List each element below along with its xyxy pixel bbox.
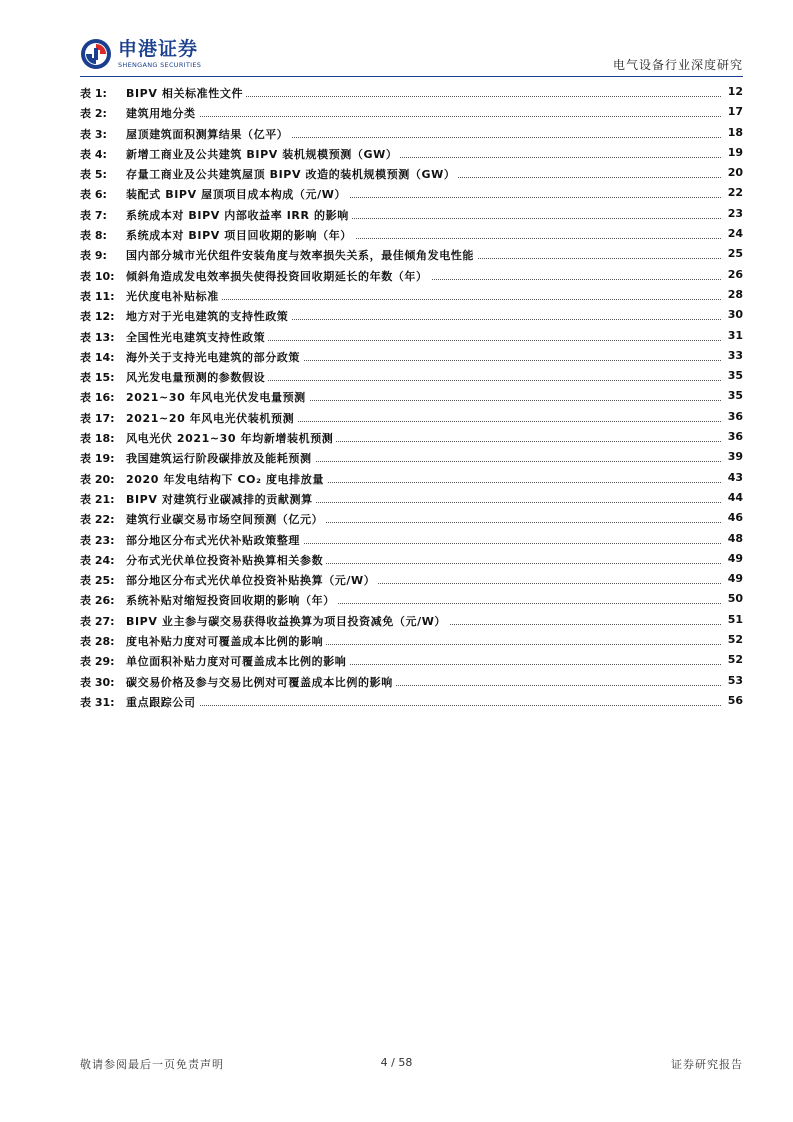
toc-entry-page[interactable]: 24 [727, 227, 743, 241]
toc-entry[interactable] [80, 82, 743, 102]
toc-entry[interactable] [80, 671, 743, 691]
toc-entry[interactable] [80, 163, 743, 183]
toc-entry-page[interactable]: 51 [727, 612, 743, 626]
toc-entry[interactable] [80, 102, 743, 122]
toc-entry[interactable] [80, 326, 743, 346]
toc-entry[interactable] [80, 407, 743, 427]
toc-entry[interactable] [80, 204, 743, 224]
toc-entry[interactable] [80, 569, 743, 589]
toc-entry-page[interactable]: 43 [727, 470, 743, 484]
toc-entry-page[interactable]: 49 [727, 572, 743, 586]
toc-entry[interactable] [80, 589, 743, 609]
toc-entry[interactable] [80, 183, 743, 203]
toc-entry-number: 表 10: [80, 269, 115, 283]
toc-entry-number: 表 21: [80, 492, 115, 506]
toc-entry-number: 表 19: [80, 452, 115, 466]
footer-disclaimer: 敬请参阅最后一页免责声明 [80, 1058, 224, 1071]
toc-entry-page[interactable]: 20 [727, 166, 743, 180]
toc-entry-number: 表 16: [80, 391, 115, 405]
toc-entry-title[interactable]: 建筑行业碳交易市场空间预测（亿元） [126, 511, 326, 527]
toc-entry[interactable] [80, 305, 743, 325]
toc-entry-page[interactable]: 46 [727, 511, 743, 525]
toc-entry-title[interactable]: 2020 年发电结构下 CO₂ 度电排放量 [126, 471, 327, 487]
toc-entry-title[interactable]: BIPV 业主参与碳交易获得收益换算为项目投资减免（元/W） [126, 613, 449, 629]
toc-dot-leader [126, 705, 721, 706]
toc-entry-page[interactable]: 31 [727, 328, 743, 342]
toc-entry[interactable] [80, 224, 743, 244]
toc-entry-number: 表 28: [80, 635, 115, 649]
toc-entry-title[interactable]: 度电补贴力度对可覆盖成本比例的影响 [126, 633, 326, 649]
toc-entry-page[interactable]: 36 [727, 409, 743, 423]
toc-dot-leader [126, 116, 721, 117]
toc-entry[interactable] [80, 346, 743, 366]
company-name-cn: 申港证券 [118, 37, 199, 60]
toc-entry-page[interactable]: 30 [727, 308, 743, 322]
toc-entry[interactable] [80, 244, 743, 264]
toc-entry-page[interactable]: 50 [727, 592, 743, 606]
page-number: 4 / 58 [380, 1056, 413, 1069]
toc-entry[interactable] [80, 265, 743, 285]
toc-entry-title[interactable]: 风光发电量预测的参数假设 [126, 369, 268, 385]
toc-entry-title[interactable]: BIPV 相关标准性文件 [126, 85, 246, 101]
toc-entry-title[interactable]: 部分地区分布式光伏单位投资补贴换算（元/W） [126, 572, 378, 588]
toc-entry[interactable] [80, 610, 743, 630]
toc-entry-title[interactable]: 重点跟踪公司 [126, 694, 199, 710]
toc-entry-number: 表 13: [80, 330, 115, 344]
toc-entry[interactable] [80, 650, 743, 670]
toc-entry-title[interactable]: 系统成本对 BIPV 内部收益率 IRR 的影响 [126, 207, 352, 223]
toc-entry-page[interactable]: 35 [727, 369, 743, 383]
toc-entry-number: 表 6: [80, 188, 107, 202]
toc-entry-title[interactable]: 分布式光伏单位投资补贴换算相关参数 [126, 552, 326, 568]
toc-entry-page[interactable]: 52 [727, 653, 743, 667]
toc-entry[interactable] [80, 691, 743, 711]
toc-entry-number: 表 23: [80, 533, 115, 547]
toc-entry-number: 表 11: [80, 289, 115, 303]
toc-entry[interactable] [80, 468, 743, 488]
toc-entry-number: 表 27: [80, 614, 115, 628]
toc-entry-number: 表 15: [80, 371, 115, 385]
toc-entry-title[interactable]: 碳交易价格及参与交易比例对可覆盖成本比例的影响 [126, 674, 396, 690]
toc-entry-number: 表 31: [80, 695, 115, 709]
toc-entry-number: 表 3: [80, 127, 107, 141]
toc-entry-number: 表 30: [80, 675, 115, 689]
toc-entry-number: 表 5: [80, 168, 107, 182]
report-type: 电气设备行业深度研究 [612, 58, 743, 72]
table-of-tables [80, 82, 743, 711]
toc-entry-number: 表 8: [80, 229, 107, 243]
toc-entry-title[interactable]: 2021~20 年风电光伏装机预测 [126, 410, 297, 426]
toc-entry-number: 表 26: [80, 594, 115, 608]
toc-entry-title[interactable]: 部分地区分布式光伏补贴政策整理 [126, 532, 303, 548]
toc-entry-page[interactable]: 33 [727, 348, 743, 362]
toc-entry-page[interactable]: 56 [727, 693, 743, 707]
header-divider [80, 76, 743, 77]
toc-entry-title[interactable]: 光伏度电补贴标准 [126, 288, 222, 304]
toc-entry-number: 表 2: [80, 107, 107, 121]
toc-entry-number: 表 24: [80, 553, 115, 567]
toc-entry-title[interactable]: 系统成本对 BIPV 项目回收期的影响（年） [126, 227, 355, 243]
toc-entry-page[interactable]: 48 [727, 531, 743, 545]
toc-entry-page[interactable]: 49 [727, 551, 743, 565]
toc-entry-page[interactable]: 12 [727, 85, 743, 98]
toc-entry-page[interactable]: 23 [727, 206, 743, 220]
toc-entry[interactable] [80, 488, 743, 508]
company-logo [80, 38, 201, 70]
toc-entry-page[interactable]: 53 [727, 673, 743, 687]
toc-entry-title[interactable]: 2021~30 年风电光伏发电量预测 [126, 389, 309, 405]
toc-entry-number: 表 18: [80, 432, 115, 446]
toc-entry[interactable] [80, 630, 743, 650]
toc-entry-number: 表 1: [80, 87, 107, 100]
toc-entry[interactable] [80, 366, 743, 386]
toc-entry[interactable] [80, 427, 743, 447]
toc-entry-title[interactable]: BIPV 对建筑行业碳减排的贡献测算 [126, 491, 316, 507]
toc-entry[interactable] [80, 123, 743, 143]
toc-entry-page[interactable]: 35 [727, 389, 743, 403]
shengang-logo-icon [80, 38, 112, 70]
toc-entry-title[interactable]: 单位面积补贴力度对可覆盖成本比例的影响 [126, 653, 349, 669]
toc-entry-page[interactable]: 36 [727, 430, 743, 444]
toc-entry[interactable] [80, 143, 743, 163]
toc-entry-number: 表 12: [80, 310, 115, 324]
toc-entry-number: 表 25: [80, 574, 115, 588]
toc-entry-title[interactable]: 倾斜角造成发电效率损失使得投资回收期延长的年数（年） [126, 268, 431, 284]
toc-entry-title[interactable]: 国内部分城市光伏组件安装角度与效率损失关系，最佳倾角发电性能 [126, 247, 477, 263]
toc-entry[interactable] [80, 285, 743, 305]
footer-doc-type: 证券研究报告 [671, 1058, 743, 1071]
toc-entry-title[interactable]: 风电光伏 2021~30 年均新增装机预测 [126, 430, 336, 446]
toc-entry-page[interactable]: 39 [727, 450, 743, 464]
toc-entry[interactable] [80, 549, 743, 569]
toc-entry-page[interactable]: 52 [727, 633, 743, 647]
toc-entry[interactable] [80, 508, 743, 528]
toc-entry-number: 表 7: [80, 208, 107, 222]
page-header [0, 0, 793, 80]
toc-entry-page[interactable]: 17 [727, 105, 743, 119]
toc-entry-title[interactable]: 屋顶建筑面积测算结果（亿平） [126, 126, 291, 142]
toc-entry-number: 表 9: [80, 249, 107, 263]
toc-entry-title[interactable]: 建筑用地分类 [126, 105, 199, 121]
toc-entry-title[interactable]: 系统补贴对缩短投资回收期的影响（年） [126, 592, 338, 608]
toc-entry[interactable] [80, 386, 743, 406]
toc-entry[interactable] [80, 529, 743, 549]
toc-entry-number: 表 22: [80, 513, 115, 527]
page-footer [0, 1056, 793, 1086]
toc-entry-number: 表 20: [80, 472, 115, 486]
toc-entry-title[interactable]: 我国建筑运行阶段碳排放及能耗预测 [126, 450, 315, 466]
toc-entry-title[interactable]: 存量工商业及公共建筑屋顶 BIPV 改造的装机规模预测（GW） [126, 166, 458, 182]
toc-entry-title[interactable]: 新增工商业及公共建筑 BIPV 装机规模预测（GW） [126, 146, 400, 162]
toc-entry-page[interactable]: 18 [727, 125, 743, 139]
toc-entry-number: 表 29: [80, 655, 115, 669]
toc-entry-title[interactable]: 全国性光电建筑支持性政策 [126, 329, 268, 345]
toc-entry-number: 表 4: [80, 147, 107, 161]
toc-entry-page[interactable]: 26 [727, 267, 743, 281]
toc-entry-page[interactable]: 22 [727, 186, 743, 200]
company-name-en: SHENGANG SECURITIES [118, 60, 202, 69]
toc-entry-title[interactable]: 海外关于支持光电建筑的部分政策 [126, 349, 303, 365]
toc-entry-title[interactable]: 地方对于光电建筑的支持性政策 [126, 308, 291, 324]
toc-entry-number: 表 14: [80, 350, 115, 364]
toc-entry-page[interactable]: 28 [727, 287, 743, 301]
toc-entry-page[interactable]: 44 [727, 490, 743, 504]
toc-entry-page[interactable]: 25 [727, 247, 743, 261]
toc-entry-number: 表 17: [80, 411, 115, 425]
toc-entry-title[interactable]: 装配式 BIPV 屋顶项目成本构成（元/W） [126, 186, 349, 202]
toc-entry-page[interactable]: 19 [727, 145, 743, 159]
toc-entry[interactable] [80, 447, 743, 467]
